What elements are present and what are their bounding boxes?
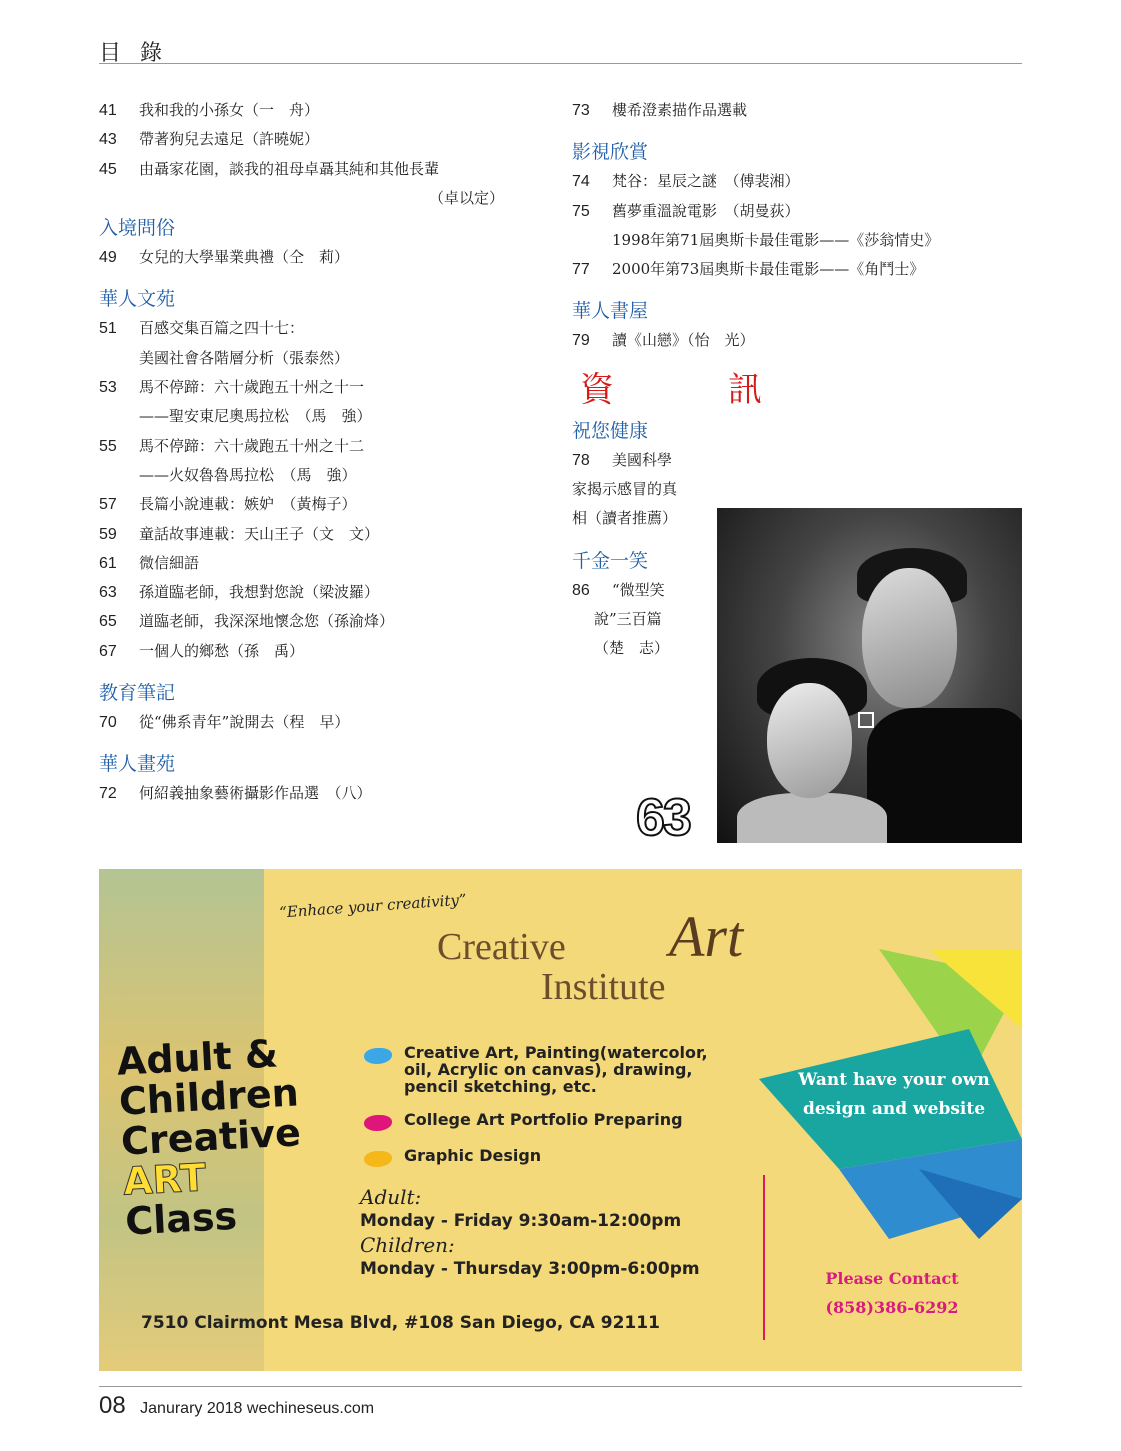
footer-page-number: 08 (99, 1392, 126, 1419)
entry-title: 樓希澄素描作品選載 (612, 101, 748, 119)
page-number: 41 (99, 102, 117, 119)
toc-entry[interactable] (572, 326, 1032, 355)
ad-contact[interactable] (792, 1264, 992, 1322)
info-heading: 資 訊 (580, 369, 802, 410)
page-number: 49 (99, 249, 117, 267)
paint-blob-icon (364, 1115, 392, 1131)
advertisement[interactable] (99, 869, 1022, 1371)
ad-art-script: Art (669, 904, 744, 969)
toc-entry[interactable] (99, 243, 549, 272)
course-text: College Art Portfolio Preparing (404, 1110, 683, 1129)
course-text: Graphic Design (404, 1146, 542, 1165)
toc-entry[interactable] (99, 520, 549, 549)
footer-divider (99, 1386, 1022, 1387)
page-number: 77 (572, 261, 590, 279)
contact-label: Please Contact (825, 1269, 959, 1288)
toc-entry[interactable] (99, 96, 549, 125)
headline-line: Creative (119, 1110, 302, 1164)
entry-continuation: 家揭示感冒的真 (572, 480, 678, 499)
entry-title: 童話故事連載：天山王子（文 文） (139, 524, 380, 543)
page-number: 72 (99, 785, 117, 803)
page-number: 75 (572, 202, 590, 220)
ad-schedule (360, 1185, 700, 1281)
entry-title: 2000年第73屆奧斯卡最佳電影——《角鬥士》 (612, 260, 925, 279)
entry-title: 道臨老師，我深深地懷念您（孫渝烽） (139, 612, 395, 631)
entry-continuation: 美國社會各階層分析（張泰然） (139, 348, 350, 367)
page-number: 63 (99, 584, 117, 602)
entry-continuation: 說”三百篇 (594, 609, 662, 628)
page-number: 51 (99, 320, 117, 338)
page-number: 43 (99, 131, 117, 149)
entry-title: 從“佛系青年”說開去（程 早） (139, 713, 350, 732)
paint-blob-icon (364, 1048, 392, 1064)
section-heading: 祝您健康 (572, 419, 649, 442)
course-item (364, 1147, 734, 1167)
entry-title: 由聶家花園，談我的祖母卓聶其純和其他長輩 (139, 159, 440, 178)
page-title: 目 錄 (99, 41, 168, 66)
schedule-label: Children: (360, 1233, 455, 1257)
page-number: 74 (572, 173, 590, 191)
page-number: 86 (572, 581, 590, 599)
entry-author: （卓以定） (428, 188, 504, 207)
toc-entry[interactable] (99, 314, 549, 343)
toc-entry[interactable] (99, 432, 549, 461)
toc-entry[interactable] (99, 578, 549, 607)
toc-entry[interactable] (99, 708, 549, 737)
header-divider (99, 63, 1022, 64)
section-heading: 華人書屋 (572, 300, 649, 323)
page-number: 57 (99, 496, 117, 514)
toc-entry[interactable] (572, 197, 1032, 226)
entry-title: 孫道臨老師，我想對您說（梁波羅） (139, 583, 380, 602)
ad-course-list (364, 1044, 734, 1183)
entry-title: 梵谷：星辰之謎 （傅裴湘） (612, 172, 800, 191)
entry-title: 馬不停蹄：六十歲跑五十州之十一 (139, 378, 365, 397)
ad-design-offer: Want have your own design and website (798, 1070, 990, 1119)
schedule-time: Monday - Friday 9:30am-12:00pm (360, 1211, 682, 1231)
ad-divider (763, 1175, 765, 1340)
section-heading: 千金一笑 (572, 549, 649, 572)
page-number: 55 (99, 437, 117, 455)
headline-line: ART (122, 1155, 208, 1204)
toc-entry[interactable] (572, 96, 1032, 125)
toc-entry[interactable] (99, 373, 549, 402)
entry-title: 百感交集百篇之四十七： (139, 319, 305, 338)
photo-shape (767, 683, 852, 798)
toc-entry[interactable] (99, 549, 549, 578)
contact-phone[interactable]: (858)386-6292 (825, 1298, 959, 1317)
entry-title: 何紹義抽象藝術攝影作品選 （八） (139, 784, 372, 803)
headline-line: Class (124, 1193, 239, 1244)
entry-title: 讀《山戀》（怡 光） (612, 331, 755, 350)
entry-continuation: 相（讀者推薦） (572, 509, 678, 528)
footer-website[interactable]: wechineseus.com (246, 1400, 375, 1417)
entry-continuation: ——聖安東尼奧馬拉松 （馬 強） (139, 407, 372, 426)
section-heading: 影視欣賞 (572, 141, 649, 164)
ad-address: 7510 Clairmont Mesa Blvd, #108 San Diego, CA 92111 (141, 1313, 660, 1333)
entry-continuation: ——火奴魯魯馬拉松 （馬 強） (139, 465, 357, 484)
course-item (364, 1044, 734, 1095)
paint-blob-icon (364, 1151, 392, 1167)
entry-title: 我和我的小孫女（一 舟） (139, 101, 320, 119)
page-number: 53 (99, 379, 117, 397)
toc-entry[interactable] (99, 490, 549, 519)
schedule-label: Adult: (360, 1185, 422, 1209)
entry-title: “微型笑 (612, 580, 665, 599)
entry-title: 一個人的鄉愁（孫 禹） (139, 641, 305, 660)
section-heading: 華人畫苑 (99, 753, 176, 776)
ad-tagline: “Enhace your creativity” (278, 890, 468, 922)
expand-icon[interactable] (858, 712, 874, 728)
entry-title: 帶著狗兒去遠足（許曉妮） (139, 130, 320, 149)
ad-institute-name: Creative (437, 926, 566, 968)
entry-continuation: （楚 志） (594, 639, 670, 658)
ad-headline (115, 1031, 306, 1244)
page-number: 78 (572, 451, 590, 469)
entry-title: 長篇小說連載：嫉妒 （黃梅子） (139, 495, 357, 514)
entry-title: 微信細語 (139, 553, 200, 572)
page-number: 59 (99, 525, 117, 543)
schedule-time: Monday - Thursday 3:00pm-6:00pm (360, 1259, 700, 1279)
page-number: 61 (99, 554, 117, 572)
course-item (364, 1111, 734, 1131)
toc-entry[interactable] (99, 607, 549, 636)
section-heading: 華人文苑 (99, 288, 176, 311)
toc-entry[interactable] (572, 167, 1032, 196)
page-footer (99, 1392, 374, 1420)
toc-entry[interactable] (99, 779, 549, 808)
toc-entry[interactable] (572, 446, 1032, 475)
page-number: 79 (572, 332, 590, 350)
page-number: 67 (99, 642, 117, 660)
entry-title: 女兒的大學畢業典禮（仝 莉） (139, 248, 350, 267)
page-number: 73 (572, 102, 590, 119)
section-heading: 教育筆記 (99, 682, 176, 705)
photo-shape (867, 708, 1022, 843)
couple-photo (717, 508, 1022, 843)
footer-date: Janurary 2018 (140, 1400, 243, 1417)
page-number: 65 (99, 613, 117, 631)
feature-page-number: 63 (636, 789, 690, 847)
section-heading: 入境問俗 (99, 217, 176, 240)
headline-line: Children (117, 1070, 300, 1124)
headline-line: Adult & (115, 1031, 280, 1084)
toc-left-column (99, 96, 549, 809)
ad-institute-name: Institute (541, 966, 666, 1008)
course-text: Creative Art, Painting(watercolor, oil, Acrylic on canvas), drawing, pencil sketching, etc. (404, 1043, 708, 1096)
entry-title: 舊夢重溫說電影 （胡曼荻） (612, 201, 800, 220)
entry-title: 美國科學 (612, 450, 673, 469)
page-number: 45 (99, 160, 117, 178)
entry-continuation: 1998年第71屆奧斯卡最佳電影——《莎翁情史》 (612, 230, 940, 249)
toc-entry[interactable] (99, 125, 549, 154)
photo-shape (737, 793, 887, 843)
entry-title: 馬不停蹄：六十歲跑五十州之十二 (139, 436, 365, 455)
toc-entry[interactable] (99, 155, 549, 184)
toc-entry[interactable] (572, 255, 1032, 284)
page-number: 70 (99, 714, 117, 732)
photo-shape (862, 568, 957, 708)
toc-entry[interactable] (99, 637, 549, 666)
